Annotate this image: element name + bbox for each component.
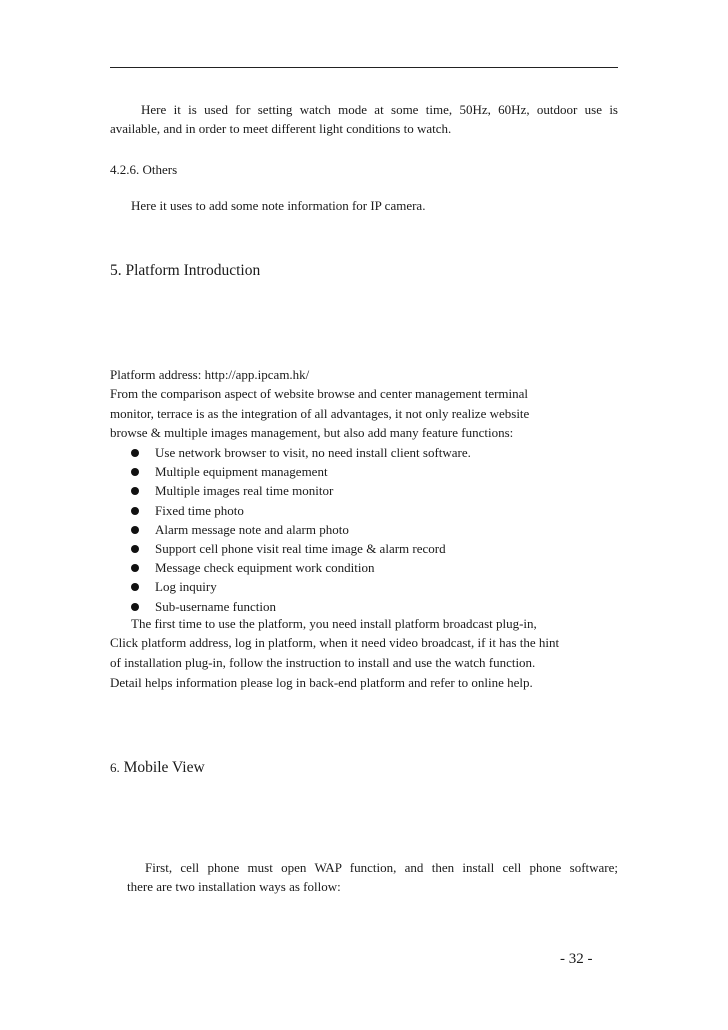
feature-list-item [131,501,471,520]
mobile-view-paragraph-line2: there are two installation ways as follow: [127,879,341,894]
feature-text: Alarm message note and alarm photo [155,521,349,537]
feature-list-item [131,520,471,539]
feature-text: Use network browser to visit, no need install client software. [155,445,471,460]
feature-text: Multiple images real time monitor [155,483,334,499]
others-paragraph: Here it uses to add some note information for IP camera. [131,198,426,213]
feature-list-item [131,481,471,500]
feature-text: Sub-username function [155,598,276,614]
page-number: - 32 - [560,951,593,967]
platform-closing-line: of installation plug-in, follow the instruction to install and use the watch function. [110,655,536,670]
platform-closing-line: Detail helps information please log in back-end platform and refer to online help. [110,675,533,690]
feature-text: Fixed time photo [155,502,244,518]
platform-address-line: Platform address: http://app.ipcam.hk/ [110,367,310,382]
feature-text: Support cell phone visit real time image & alarm record [155,540,446,556]
feature-list-item [131,539,471,558]
bullet-icon [131,468,139,476]
watch-mode-paragraph-line2: available, and in order to meet different light conditions to watch. [110,121,452,136]
feature-list-item [131,558,471,577]
platform-intro-line: browse & multiple images management, but also add many feature functions: [110,425,514,440]
bullet-icon [131,507,139,515]
section-number: 6. [110,760,120,775]
bullet-icon [131,603,139,611]
mobile-view-paragraph-line1: First, cell phone must open WAP function, and then install cell phone software; [145,860,618,875]
feature-list-item [131,462,471,481]
bullet-icon [131,564,139,572]
bullet-icon [131,545,139,553]
section-heading-mobile-view [110,758,205,778]
bullet-icon [131,526,139,534]
bullet-icon [131,449,139,457]
section-heading-platform-introduction: 5. Platform Introduction [110,262,261,279]
platform-closing-line: The first time to use the platform, you need install platform broadcast plug-in, [131,616,537,631]
section-heading-others: 4.2.6. Others [110,162,178,177]
bullet-icon [131,583,139,591]
platform-closing-line: Click platform address, log in platform, when it need video broadcast, if it has the hint [110,635,560,650]
watch-mode-paragraph-line1: Here it is used for setting watch mode at some time, 50Hz, 60Hz, outdoor use is [141,102,618,117]
platform-intro-line: monitor, terrace is as the integration of all advantages, it not only realize website [110,406,530,421]
section-title: Mobile View [123,759,205,776]
feature-text: Multiple equipment management [155,464,328,480]
feature-list [131,443,471,616]
feature-list-item [131,597,471,616]
bullet-icon [131,487,139,495]
header-rule [110,67,618,68]
feature-list-item [131,577,471,596]
platform-intro-line: From the comparison aspect of website browse and center management terminal [110,386,529,401]
feature-list-item [131,443,471,462]
feature-text: Message check equipment work condition [155,560,375,576]
feature-text: Log inquiry [155,579,217,595]
